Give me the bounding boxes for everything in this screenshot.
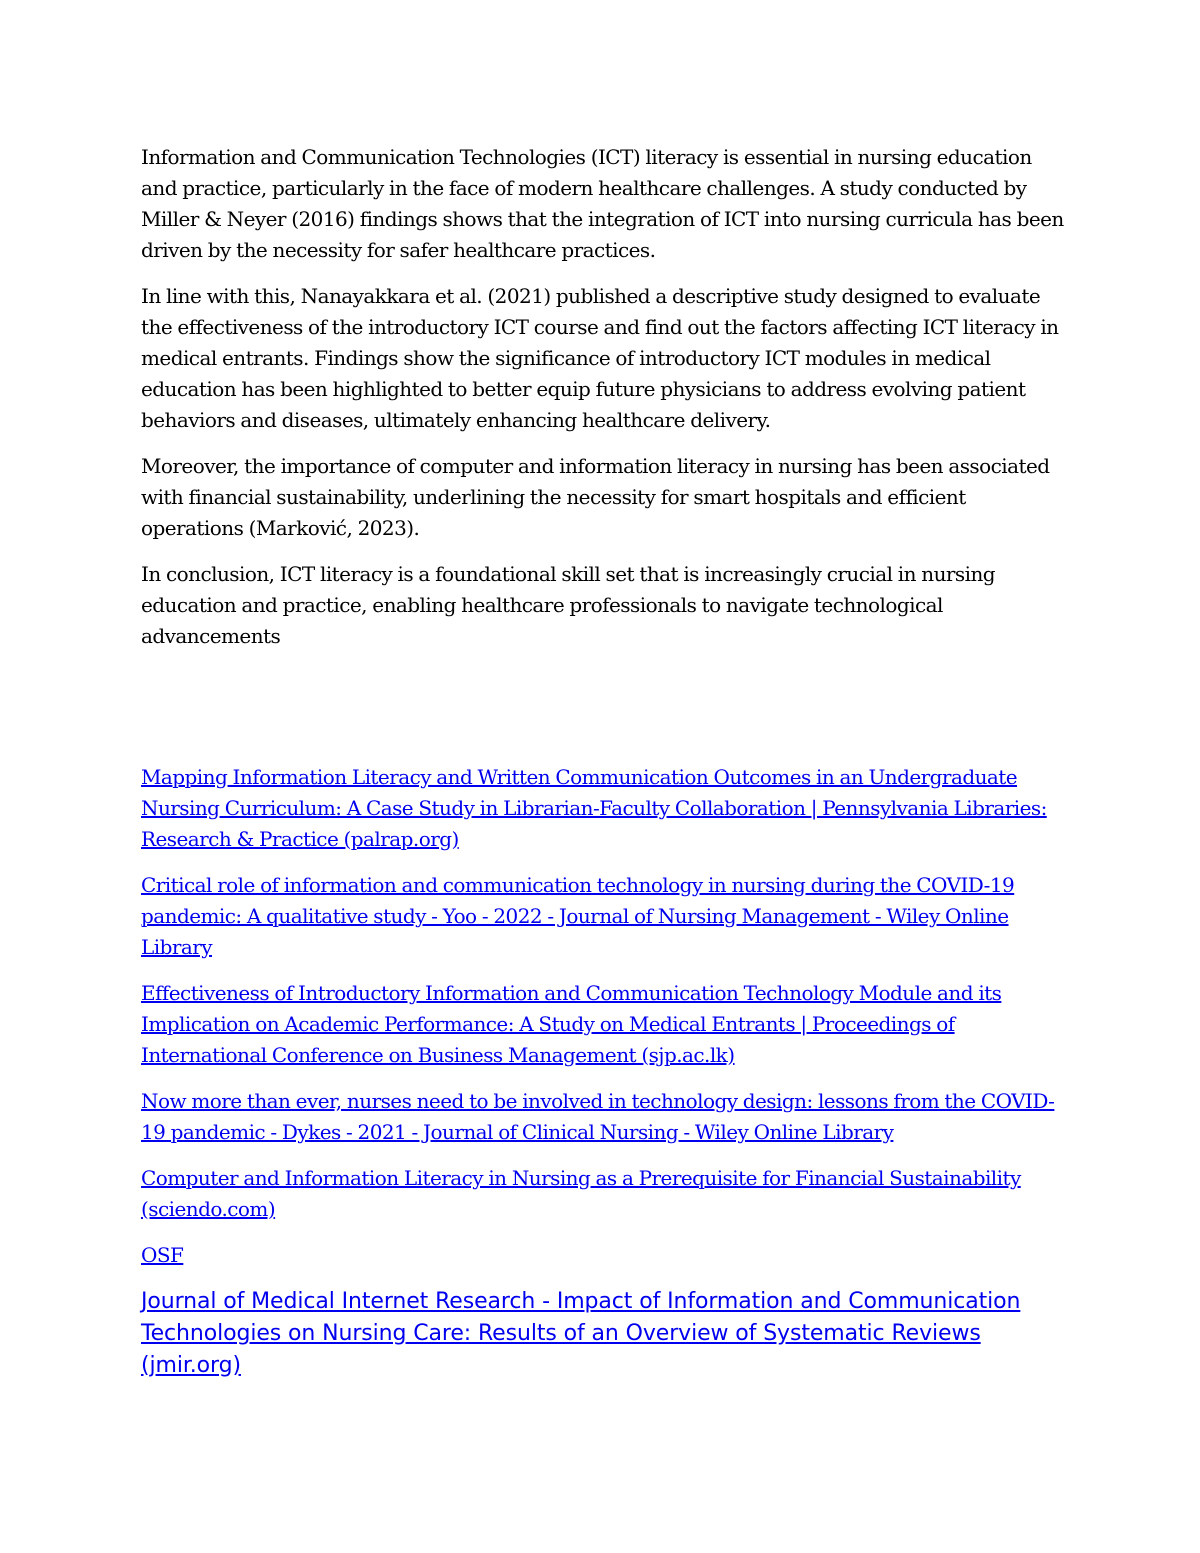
reference-link-jmir[interactable]: Journal of Medical Internet Research - Impact of Information and Communication Technologies on Nursing Care: Results of an Overview of Systematic Reviews (jmir.org) — [141, 1289, 1021, 1378]
paragraph-nanayakkara-study: In line with this, Nanayakkara et al. (2021) published a descriptive study designed to evaluate the effectiveness of the introductory ICT course and find out the factors affecting ICT literacy in medical entrants. Findings show the significance of introductory ICT modules in medical education has been highlighted to better equip future physicians to address evolving patient behaviors and diseases, ultimately enhancing healthcare delivery. — [141, 284, 1059, 432]
paragraph-ict-literacy-intro: Information and Communication Technologies (ICT) literacy is essential in nursing education and practice, particularly in the face of modern healthcare challenges. A study conducted by Miller & Neyer (2016) findings shows that the integration of ICT into nursing curricula has been driven by the necessity for safer healthcare practices. — [141, 145, 1064, 262]
blank-space — [141, 667, 1066, 762]
paragraph-markovic-financial: Moreover, the importance of computer and information literacy in nursing has been associated with financial sustainability, underlining the necessity for smart hospitals and efficient operations (Marković, 2023). — [141, 454, 1050, 540]
reference-list — [141, 762, 1066, 1382]
reference-link-sciendo[interactable]: Computer and Information Literacy in Nursing as a Prerequisite for Financial Sustainability (sciendo.com) — [141, 1166, 1021, 1221]
reference-link-palrap[interactable]: Mapping Information Literacy and Written Communication Outcomes in an Undergraduate Nursing Curriculum: A Case Study in Librarian-Faculty Collaboration | Pennsylvania Libraries: Research & Practice (palrap.org) — [141, 765, 1047, 851]
reference-link-sjp[interactable]: Effectiveness of Introductory Information and Communication Technology Module and its Implication on Academic Performance: A Study on Medical Entrants | Proceedings of International Conference on Business Management (sjp.ac.lk) — [141, 981, 1002, 1067]
document-page — [141, 142, 1066, 1382]
reference-link-dykes-2021[interactable]: Now more than ever, nurses need to be involved in technology design: lessons from the COVID-19 pandemic - Dykes - 2021 - Journal of Clinical Nursing - Wiley Online Library — [141, 1089, 1055, 1144]
paragraph-conclusion: In conclusion, ICT literacy is a foundational skill set that is increasingly crucial in nursing education and practice, enabling healthcare professionals to navigate technological advancements — [141, 562, 996, 648]
reference-link-yoo-2022[interactable]: Critical role of information and communication technology in nursing during the COVID-19 pandemic: A qualitative study - Yoo - 2022 - Journal of Nursing Management - Wiley Online Library — [141, 873, 1015, 959]
reference-link-osf[interactable]: OSF — [141, 1243, 184, 1267]
